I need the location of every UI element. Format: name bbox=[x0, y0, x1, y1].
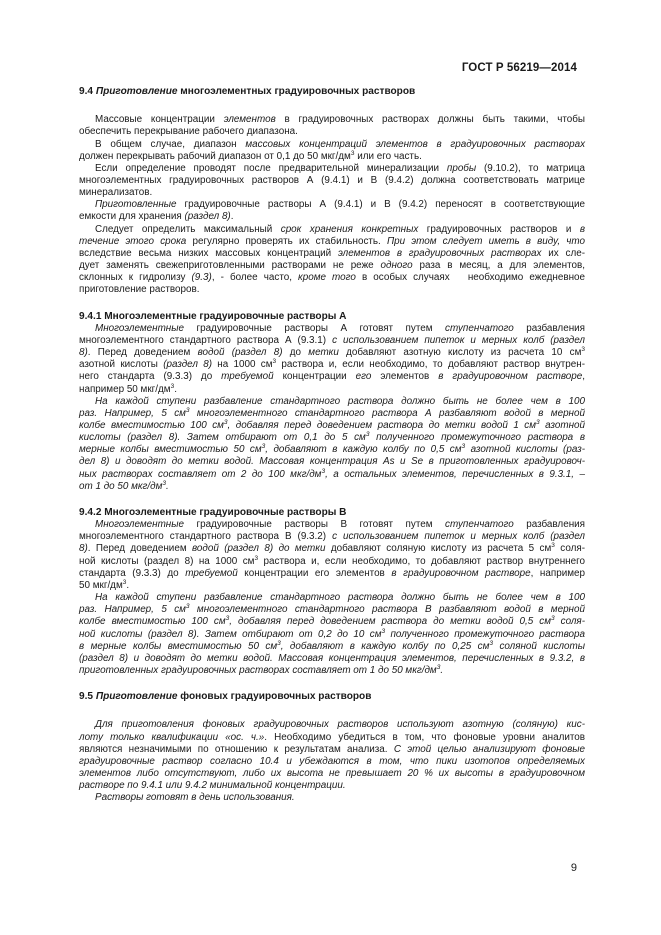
document-body bbox=[79, 86, 585, 804]
section-9-5-heading: 9.5 Приготовление фоновых градуировочных растворов bbox=[79, 691, 372, 703]
paragraph: Многоэлементные градуировочные растворы А готовят путем ступенчатого разбавления многоэлементного стандартного раствора А (9.3.1) с использованием пипеток и мерных колб (раздел 8). Перед доведением водой (раздел 8) до метки добавляют азотную кислоту из расчета 10 $см^3$ азотной кислоты (раздел 8) на 1000 $см^3$ раствора и, если необходимо, то добавляют раствор внутрен- него стандарта (9.3.3) до требуемой концентрации его элементов в градуировочном растворе, например 50 мкг/$дм^3$. На каждой ступени разбавление стандартного раствора должно быть не более чем в 100 раз. Например, 5 $см^3$ многоэлементного стандартного раствора А разбавляют водой в мерной колбе вместимостью 100 $см^3$, добавляя перед доведением раствора до метки водой 1 $см^3$ азотной кислоты (раздел 8). Затем отбирают от 0,1 до 5 $см^3$ полученного промежуточного раствора в мерные колбы вместимостью 50 $см^3$, добавляют в каждую колбу по 0,5 $см^3$ азотной кислоты (раз- дел 8) и доводят до метки водой. Массовая концентрация As и Se в приготовленных градуировоч- ных растворах составляет от 2 до 100 мкг/$дм^3$, а остальных элементов, перечисленных в 9.3.1, – от 1 до 50 мкг/$дм^3$. bbox=[79, 322, 586, 492]
document-header: ГОСТ Р 56219—2014 bbox=[461, 62, 577, 74]
section-9-4-2-heading: 9.4.2 Многоэлементные градуировочные растворы В bbox=[79, 506, 347, 518]
section-9-4-heading: 9.4 Приготовление многоэлементных градуировочных растворов bbox=[79, 86, 416, 97]
section-9-4-1-heading: 9.4.1 Многоэлементные градуировочные растворы А bbox=[79, 310, 347, 322]
paragraph: Массовые концентрации элементов в градуировочных растворах должны быть такими, чтобы обеспечить перекрывание рабочего диапазона. В общем случае, диапазон массовых концентраций элементов в градуировочных растворах должен перекрывать рабочий диапазон от 0,1 до 50 мкг/$дм^3$ или его часть. Если определение проводят после предварительной минерализации пробы (9.10.2), то матрица многоэлементных градуировочных растворов А (9.4.1) и В (9.4.2) должна соответствовать матрице минерализатов. Приготовленные градуировочные растворы А (9.4.1) и В (9.4.2) переносят в соответствующие емкости для хранения (раздел 8). Следует определить максимальный срок хранения конкретных градуировочных растворов и в течение этого срока регулярно проверять их стабильность. При этом следует иметь в виду, что вследствие весьма низких массовых концентраций элементов в градуировочных растворах их сле- дует заменять свежеприготовленными растворами не реже одного раза в месяц, а для элементов, склонных к гидролизу (9.3), - более часто, кроме того в особых случаях необходимо ежедневное приготовление растворов. bbox=[79, 114, 586, 296]
paragraph: Многоэлементные градуировочные растворы В готовят путем ступенчатого разбавления многоэлементного стандартного раствора В (9.3.2) с использованием пипеток и мерных колб (раздел 8). Перед доведением водой (раздел 8) до метки добавляют соляную кислоту из расчета 5 $см^3$ соля- ной кислоты (раздел 8) на 1000 $см^3$ раствора и, если необходимо, то добавляют раствор внутреннего стандарта (9.3.3) до требуемой концентрации его элементов в градуировочном растворе, например 50 мкг/$дм^3$. На каждой ступени разбавление стандартного раствора должно быть не более чем в 100 раз. Например, 5 $см^3$ многоэлементного стандартного раствора В разбавляют водой в мерной колбе вместимостью 100 $см^3$, добавляя перед доведением раствора до метки водой 0,5 $см^3$ соля- ной кислоты (раздел 8). Затем отбирают от 0,2 до 10 $см^3$ полученного промежуточного раствора в мерные колбы вместимостью 50 $см^3$, добавляют в каждую колбу по 0,25 $см^3$ соляной кислоты (раздел 8) и доводят до метки водой. Массовая концентрация элементов, перечисленных в 9.3.2, в приготовленных градуировочных растворах составляет от 1 до 50 мкг/$дм^3$. bbox=[79, 519, 586, 677]
page-number: 9 bbox=[570, 862, 577, 874]
paragraph: Для приготовления фоновых градуировочных растворов используют азотную (соляную) кис- лоту только квалификации «ос. ч.». Необходимо убедиться в том, что фоновые уровни аналитов являются незначимыми по отношению к результатам анализа. С этой целью анализируют фоновые градуировочные раствор согласно 10.4 и убеждаются в том, что пики изотопов определяемых элементов либо отсутствуют, либо их высота не превышает 20 % их высоты в градуировочном растворе по 9.4.1 или 9.4.2 минимальной концентрации. Растворы готовят в день использования. bbox=[79, 719, 585, 804]
